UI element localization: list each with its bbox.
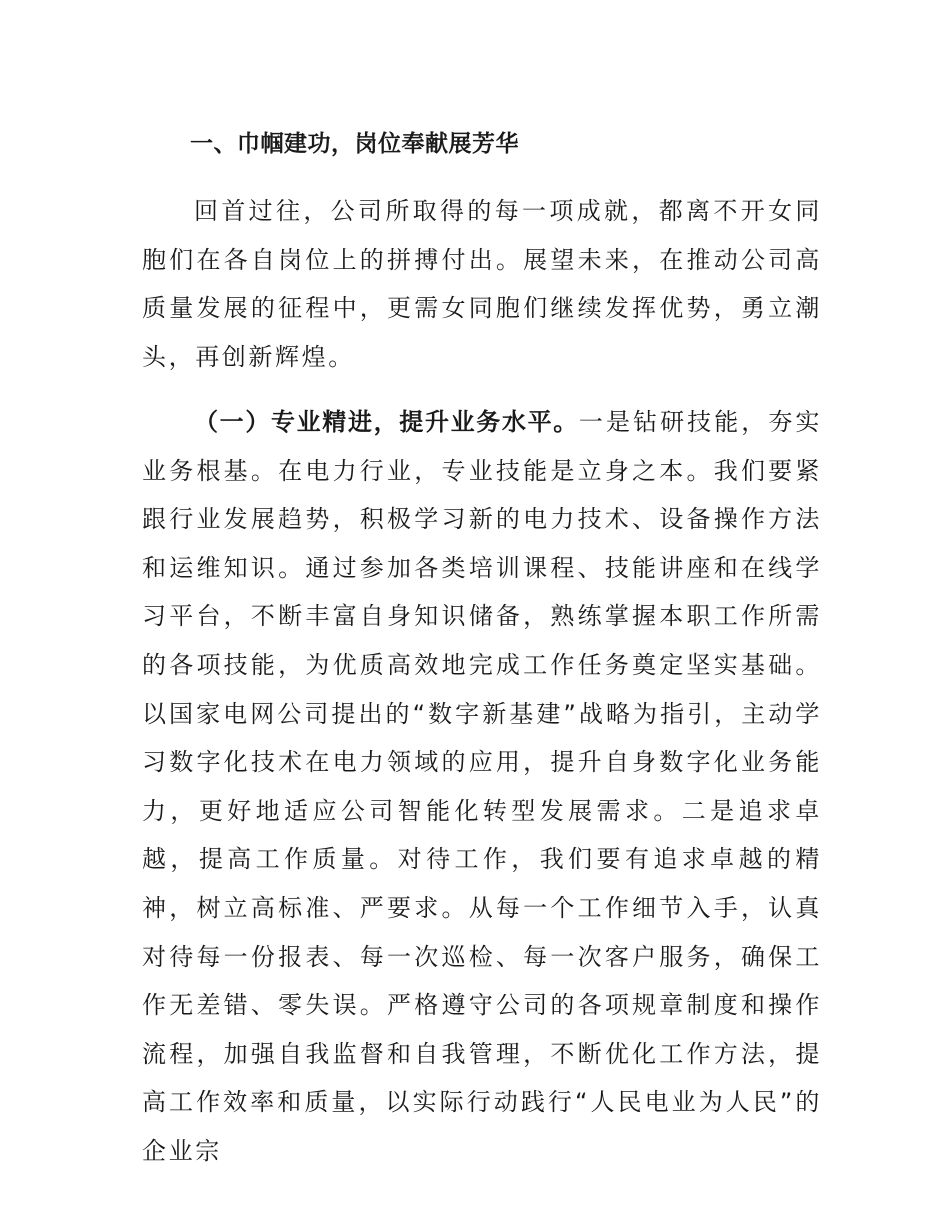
paragraph-professional xyxy=(142,398,822,1176)
paragraph-body: 一是钻研技能，夯实业务根基。在电力行业，专业技能是立身之本。我们要紧跟行业发展趋势，积极学习新的电力技术、设备操作方法和运维知识。通过参加各类培训课程、技能讲座和在线学习平台，不断丰富自身知识储备，熟练掌握本职工作所需的各项技能，为优质高效地完成工作任务奠定坚实基础。以国家电网公司提出的“数字新基建”战略为指引，主动学习数字化技术在电力领域的应用，提升自身数字化业务能力，更好地适应公司智能化转型发展需求。二是追求卓越，提高工作质量。对待工作，我们要有追求卓越的精神，树立高标准、严要求。从每一个工作细节入手，认真对待每一份报表、每一次巡检、每一次客户服务，确保工作无差错、零失误。严格遵守公司的各项规章制度和操作流程，加强自我监督和自我管理，不断优化工作方法，提高工作效率和质量，以实际行动践行“人民电业为人民”的企业宗 xyxy=(142,408,823,1165)
sub-heading: （一）专业精进，提升业务水平。 xyxy=(194,408,579,436)
section-heading: 一、巾帼建功，岗位奉献展芳华 xyxy=(190,131,519,157)
paragraph-intro: 回首过往，公司所取得的每一项成就，都离不开女同胞们在各自岗位上的拼搏付出。展望未来，在推动公司高质量发展的征程中，更需女同胞们继续发挥优势，勇立潮头，再创新辉煌。 xyxy=(142,197,822,371)
